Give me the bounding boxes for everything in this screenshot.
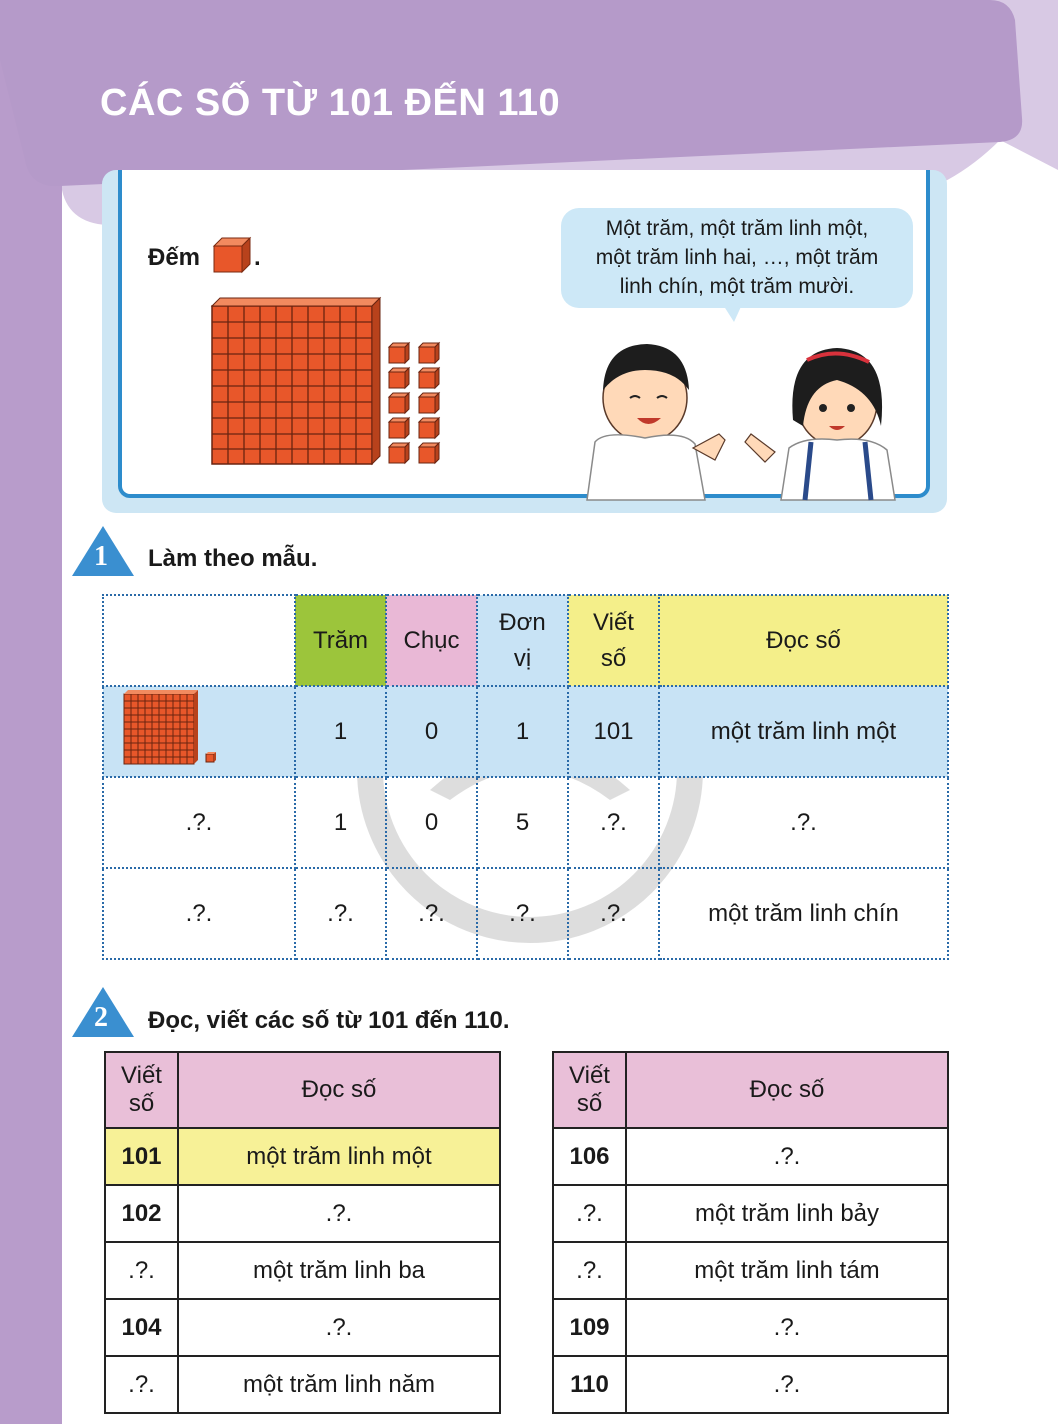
- header-viet-so: [568, 595, 659, 686]
- answer-blank[interactable]: .?.: [386, 868, 477, 959]
- answer-blank[interactable]: .?.: [105, 1356, 178, 1413]
- answer-blank[interactable]: .?.: [553, 1185, 626, 1242]
- cell-chuc: 0: [386, 777, 477, 868]
- table-row: [105, 1185, 500, 1242]
- ten-unit-cubes: [386, 340, 446, 466]
- unit-cube-icon: [212, 236, 252, 274]
- header-doc-so: Đọc số: [626, 1052, 948, 1128]
- table-header-row: [553, 1052, 948, 1128]
- table-row: [553, 1299, 948, 1356]
- page-title: CÁC SỐ TỪ 101 ĐẾN 110: [100, 82, 561, 124]
- header-don-vi-line2: vị: [513, 644, 532, 672]
- answer-blank[interactable]: .?.: [626, 1299, 948, 1356]
- header-viet-so-line2: số: [600, 644, 627, 672]
- answer-blank[interactable]: .?.: [103, 868, 295, 959]
- answer-blank[interactable]: .?.: [178, 1185, 500, 1242]
- section-1-title: Làm theo mẫu.: [148, 545, 318, 572]
- section-2-title: Đọc, viết các số từ 101 đến 110.: [148, 1007, 510, 1034]
- cell-doc-so: một trăm linh ba: [178, 1242, 500, 1299]
- cell-viet-so: 101: [105, 1128, 178, 1185]
- header-viet-so: [553, 1052, 626, 1128]
- answer-blank[interactable]: .?.: [103, 777, 295, 868]
- answer-blank[interactable]: .?.: [178, 1299, 500, 1356]
- table-row: [103, 777, 948, 868]
- count-label: Đếm: [148, 244, 201, 271]
- header-viet-so-line1: Viết: [121, 1062, 162, 1089]
- table-row: [105, 1299, 500, 1356]
- cell-chuc: 0: [386, 686, 477, 777]
- speech-line-1: Một trăm, một trăm linh một,: [605, 217, 869, 240]
- cell-viet-so: 104: [105, 1299, 178, 1356]
- header-empty: [103, 595, 295, 686]
- header-viet-so-line1: Viết: [593, 608, 634, 636]
- cell-viet-so: 106: [553, 1128, 626, 1185]
- answer-blank[interactable]: .?.: [568, 868, 659, 959]
- cell-don-vi: 5: [477, 777, 568, 868]
- answer-blank[interactable]: .?.: [568, 777, 659, 868]
- cell-doc-so: một trăm linh một: [178, 1128, 500, 1185]
- cell-viet-so: 109: [553, 1299, 626, 1356]
- cell-viet-so: 102: [105, 1185, 178, 1242]
- header-chuc: Chục: [386, 595, 477, 686]
- cell-doc-so: một trăm linh tám: [626, 1242, 948, 1299]
- answer-blank[interactable]: .?.: [626, 1128, 948, 1185]
- hundred-block-with-unit: [122, 688, 222, 768]
- header-viet-so-line2: số: [576, 1090, 603, 1117]
- children-illustration: [575, 330, 905, 520]
- cell-viet-so: 101: [568, 686, 659, 777]
- header-viet-so-line2: số: [128, 1090, 155, 1117]
- answer-blank[interactable]: .?.: [295, 868, 386, 959]
- section-1-number: 1: [94, 541, 108, 572]
- cell-doc-so: một trăm linh năm: [178, 1356, 500, 1413]
- table-header-row: [103, 595, 948, 686]
- speech-bubble: [561, 208, 913, 308]
- table-row: [103, 686, 948, 777]
- answer-blank[interactable]: .?.: [105, 1242, 178, 1299]
- cell-tram: 1: [295, 777, 386, 868]
- cell-doc-so: một trăm linh chín: [659, 868, 948, 959]
- answer-blank[interactable]: .?.: [659, 777, 948, 868]
- header-doc-so: Đọc số: [178, 1052, 500, 1128]
- speech-line-2: một trăm linh hai, …, một trăm: [595, 246, 879, 269]
- count-dot: .: [254, 244, 261, 271]
- table-row: [553, 1128, 948, 1185]
- header-doc-so: Đọc số: [659, 595, 948, 686]
- answer-blank[interactable]: .?.: [553, 1242, 626, 1299]
- table-row: [105, 1356, 500, 1413]
- table-row: [553, 1242, 948, 1299]
- row-picture: [103, 686, 295, 777]
- cell-viet-so: 110: [553, 1356, 626, 1413]
- place-value-table: [102, 594, 949, 960]
- header-don-vi-line1: Đơn: [499, 608, 546, 636]
- cell-tram: 1: [295, 686, 386, 777]
- table-header-row: [105, 1052, 500, 1128]
- speech-bubble-tail: [720, 300, 750, 324]
- table-row: [105, 1242, 500, 1299]
- answer-blank[interactable]: .?.: [477, 868, 568, 959]
- header-tram: Trăm: [295, 595, 386, 686]
- header-viet-so: [105, 1052, 178, 1128]
- table-row: [103, 868, 948, 959]
- cell-don-vi: 1: [477, 686, 568, 777]
- answer-blank[interactable]: .?.: [626, 1356, 948, 1413]
- hundred-block: [210, 296, 382, 466]
- read-write-table-right: [552, 1051, 949, 1414]
- speech-line-3: linh chín, một trăm mười.: [619, 275, 855, 298]
- header-viet-so-line1: Viết: [569, 1062, 610, 1089]
- read-write-table-left: [104, 1051, 501, 1414]
- cell-doc-so: một trăm linh một: [659, 686, 948, 777]
- table-row: [553, 1356, 948, 1413]
- table-row: [105, 1128, 500, 1185]
- cell-doc-so: một trăm linh bảy: [626, 1185, 948, 1242]
- section-2-number: 2: [94, 1002, 108, 1033]
- table-row: [553, 1185, 948, 1242]
- header-don-vi: [477, 595, 568, 686]
